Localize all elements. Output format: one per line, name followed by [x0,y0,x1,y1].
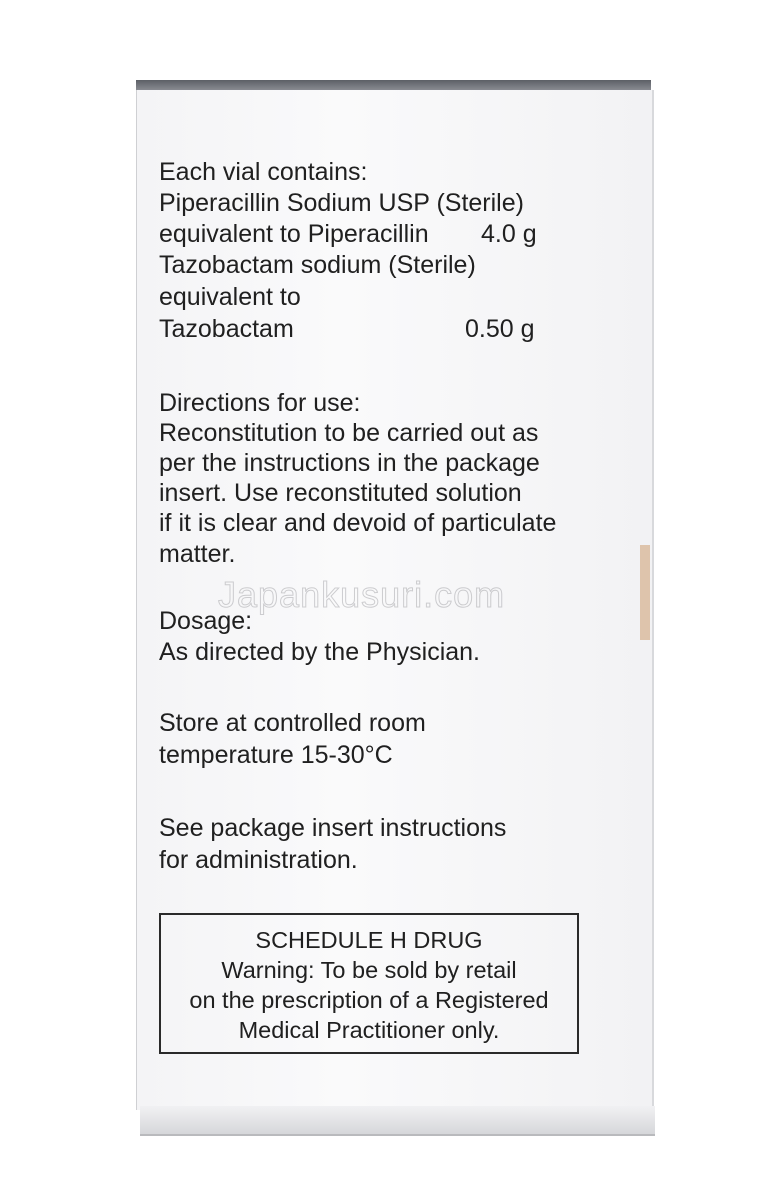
ingredient-1-line-1: Piperacillin Sodium USP (Sterile) [159,189,524,217]
warning-line-2: on the prescription of a Registered [189,987,549,1013]
ingredient-1-amount: 4.0 g [481,220,537,248]
box-bottom-edge [140,1106,655,1136]
schedule-h-warning-box [159,913,579,1054]
watermark-text: Japankusuri.com [218,574,506,615]
warning-title: SCHEDULE H DRUG [255,927,483,953]
ingredient-2-line-3: Tazobactam [159,315,294,343]
warning-line-1: Warning: To be sold by retail [221,957,517,983]
box-side-strip [640,545,650,640]
warning-line-3: Medical Practitioner only. [238,1017,500,1043]
ingredient-1-line-2: equivalent to Piperacillin [159,220,429,248]
directions-line: per the instructions in the package [159,449,540,477]
ingredients-heading: Each vial contains: [159,158,368,186]
dosage-heading: Dosage: [159,607,253,635]
directions-line: if it is clear and devoid of particulate [159,509,557,537]
ingredient-2-amount: 0.50 g [465,315,535,343]
storage-line-2: temperature 15-30°C [159,741,393,769]
administration-line-2: for administration. [159,846,358,874]
directions-line: matter. [159,540,236,568]
storage-line-1: Store at controlled room [159,709,426,737]
directions-line: Reconstitution to be carried out as [159,419,539,447]
ingredient-2-line-2: equivalent to [159,283,301,311]
directions-heading: Directions for use: [159,389,361,417]
directions-line: insert. Use reconstituted solution [159,479,522,507]
administration-line-1: See package insert instructions [159,814,507,842]
dosage-text: As directed by the Physician. [159,638,480,666]
ingredient-2-line-1: Tazobactam sodium (Sterile) [159,251,476,279]
